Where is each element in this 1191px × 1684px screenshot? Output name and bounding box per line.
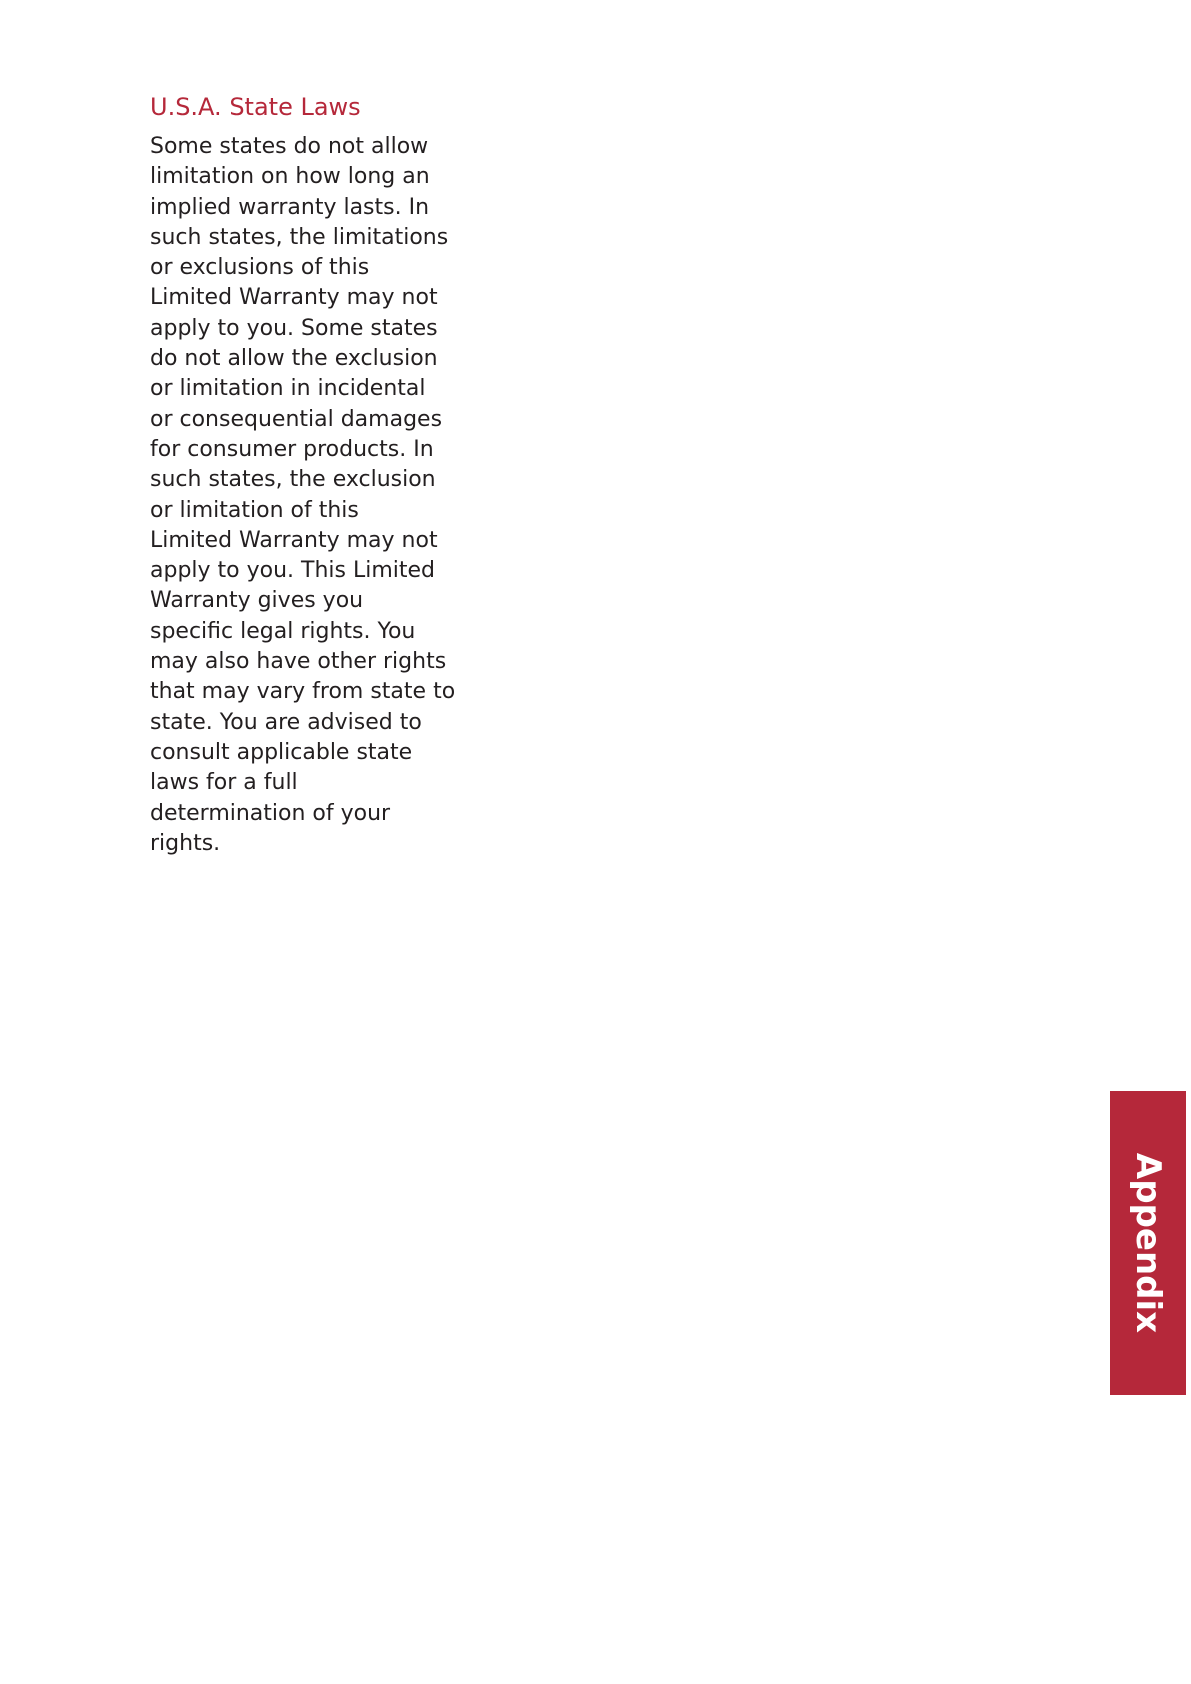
body-line: state. You are advised to (150, 709, 422, 735)
section-title: U.S.A. State Laws (150, 93, 361, 121)
body-line: for consumer products. In (150, 436, 434, 462)
body-line: or consequential damages (150, 406, 443, 432)
body-line: that may vary from state to (150, 679, 456, 705)
body-line: Limited Warranty may not (150, 285, 438, 311)
body-line: laws for a full (150, 770, 298, 796)
appendix-section-tab[interactable] (1110, 1091, 1186, 1395)
body-line: or limitation in incidental (150, 376, 426, 402)
appendix-tab-label: Appendix (1128, 1152, 1168, 1334)
body-line: Limited Warranty may not (150, 527, 438, 553)
body-line: Some states do not allow (150, 134, 429, 159)
body-line: determination of your (150, 800, 391, 826)
body-line: consult applicable state (150, 739, 413, 765)
body-line: Warranty gives you (150, 588, 364, 614)
body-line: may also have other rights (150, 649, 447, 675)
body-line: apply to you. This Limited (150, 558, 436, 584)
body-line: such states, the exclusion (150, 467, 436, 493)
state-laws-section (150, 90, 456, 859)
section-body (150, 132, 456, 859)
body-line: apply to you. Some states (150, 315, 438, 341)
body-line: such states, the limitations (150, 224, 449, 250)
body-line: rights. (150, 830, 221, 856)
body-line: limitation on how long an (150, 164, 430, 190)
body-line: implied warranty lasts. In (150, 194, 430, 220)
body-line: do not allow the exclusion (150, 346, 438, 372)
body-line: specific legal rights. You (150, 618, 416, 644)
body-line: or limitation of this (150, 497, 359, 523)
body-line: or exclusions of this (150, 255, 370, 281)
